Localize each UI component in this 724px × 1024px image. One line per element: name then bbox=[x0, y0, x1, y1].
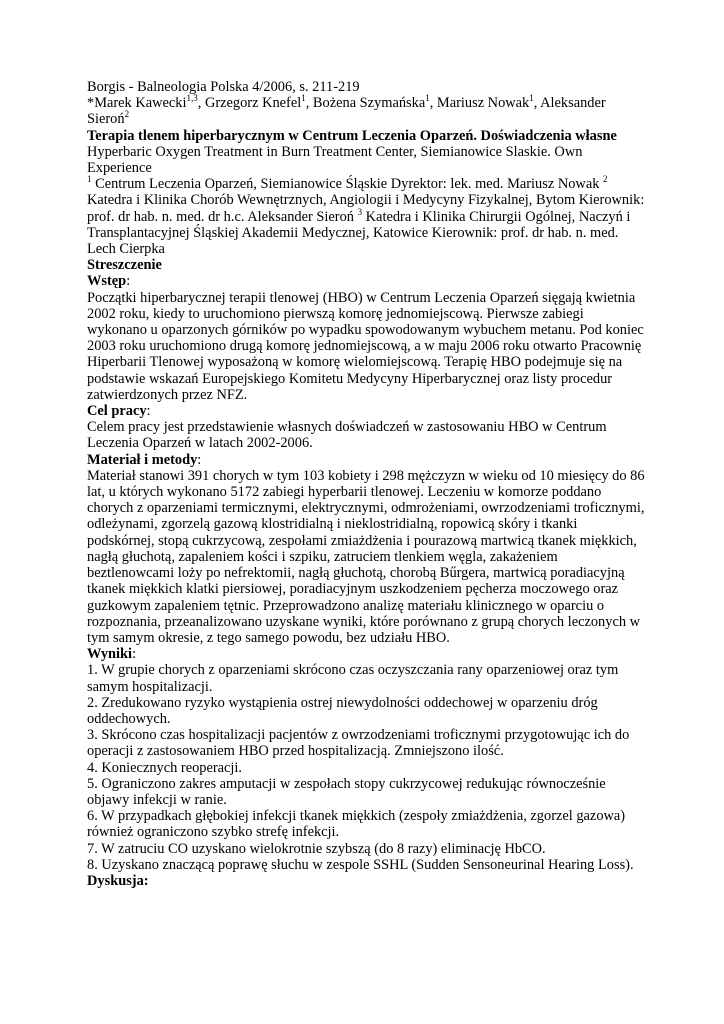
affiliation-marker: 1 bbox=[301, 93, 306, 104]
result-item: 3. Skrócono czas hospitalizacji pacjentów z owrzodzeniami troficznymi przygotowując ich do operacji z zastosowaniem HBO przed hospitalizacją. Zmniejszono ilość. bbox=[87, 727, 630, 760]
result-item: 1. W grupie chorych z oparzeniami skrócono czas oczyszczania rany oparzeniowej oraz tym samym hospitalizacji. bbox=[87, 662, 619, 695]
methods-text: Materiał stanowi 391 chorych w tym 103 kobiety i 298 mężczyzn w wieku od 10 miesięcy do 86 lat, u których wykonano 5172 zabiegi hyperbarii tlenowej. Leczeniu w komorze poddano chorych z oparzeniami termicznymi, elektrycznymi, odmrożeniami, owrzodzeniami troficznymi, odleżynami, zgorzelą gazową klostridialną i nieklostridialną, ropowicą skóry i tkanki podskórnej, stopą cukrzycową, zespołami zmiażdżenia i pourazową martwicą tkanek miękkich, nagłą głuchotą, zapaleniem kości i szpiku, zatruciem tlenkiem węgla, zakażeniem beztlenowcami loży po nefrektomii, nagłą głuchotą, chorobą Bűrgera, martwicą poradiacyjną tkanek miękkich klatki piersiowej, poradiacyjnym uszkodzeniem pęcherza moczowego oraz guzkowym zapaleniem tętnic. Przeprowadzono analizę materiału klinicznego w oparciu o rozpoznania, przeanalizowano uzyskane wyniki, które porównano z grupą chorych leczonych w tym samym okresie, z tego samego powodu, bez udziału HBO. bbox=[87, 467, 645, 646]
methods-heading-line bbox=[87, 452, 647, 468]
heading-colon: : bbox=[197, 451, 202, 468]
author-name: , Aleksander Sieroń bbox=[87, 95, 606, 128]
intro-text: Początki hiperbarycznej terapii tlenowej (HBO) w Centrum Leczenia Oparzeń sięgają kwietnia 2002 roku, kiedy to uruchomiono pierwszą komorę jednomiejscową. Pierwsze zabiegi wykonano u oparzonych górników po wypadku spowodowanym wybuchem metanu. Pod koniec 2003 roku uruchomiono drugą komorę jednomiejscową, a w maju 2006 roku otwarto Pracownię Hiperbarii Tlenowej wyposażoną w komorę wielomiejscową. Terapię HBO podejmuje się na podstawie wskazań Europejskiego Komitetu Medycyny Hiperbarycznej oraz listy procedur zatwierdzonych przez NFZ. bbox=[87, 289, 644, 403]
citation: Borgis - Balneologia Polska 4/2006, s. 211-219 bbox=[87, 79, 360, 95]
heading-colon: : bbox=[146, 403, 151, 420]
result-item: 2. Zredukowano ryzyko wystąpienia ostrej niewydolności oddechowej w oparzeniu dróg oddechowych. bbox=[87, 694, 598, 727]
affiliation-text: Katedra i Klinika Chorób Wewnętrznych, Angiologii i Medycyny Fizykalnej, Bytom Kierownik: prof. dr hab. n. med. dr h.c. Aleksander Sieroń bbox=[87, 192, 645, 225]
affiliation-marker: 2 bbox=[603, 174, 608, 185]
heading-colon: : bbox=[126, 273, 131, 290]
results-heading: Wyniki bbox=[87, 646, 133, 663]
discussion-heading: Dyskusja: bbox=[87, 872, 149, 889]
author-list bbox=[87, 95, 647, 127]
author-name: *Marek Kawecki bbox=[87, 95, 187, 112]
result-item: 5. Ograniczono zakres amputacji w zespołach stopy cukrzycowej redukując równocześnie objawy infekcji w ranie. bbox=[87, 775, 606, 808]
author-name: , Grzegorz Knefel bbox=[197, 95, 302, 112]
article-title-english: Hyperbaric Oxygen Treatment in Burn Treatment Center, Siemianowice Slaskie. Own Experience bbox=[87, 143, 583, 177]
affiliation-marker: 1 bbox=[87, 174, 92, 185]
result-item: 6. W przypadkach głębokiej infekcji tkanek miękkich (zespoły zmiażdżenia, zgorzel gazowa) również ograniczono szybko strefę infekcji. bbox=[87, 808, 626, 841]
intro-heading: Wstęp bbox=[87, 273, 127, 290]
aim-heading-line bbox=[87, 403, 647, 419]
result-item: 4. Koniecznych reoperacji. bbox=[87, 759, 243, 776]
affiliation-marker: 2 bbox=[124, 109, 130, 120]
result-item: 8. Uzyskano znaczącą poprawę słuchu w zespole SSHL (Sudden Sensoneurinal Hearing Loss). bbox=[87, 856, 634, 873]
abstract-heading: Streszczenie bbox=[87, 257, 162, 274]
affiliations bbox=[87, 176, 647, 257]
result-item: 7. W zatruciu CO uzyskano wielokrotnie szybszą (do 8 razy) eliminację HbCO. bbox=[87, 840, 546, 857]
author-name: , Bożena Szymańska bbox=[305, 95, 426, 112]
heading-colon: : bbox=[132, 646, 137, 663]
author-name: , Mariusz Nowak bbox=[429, 95, 530, 112]
aim-text: Celem pracy jest przedstawienie własnych doświadczeń w zastosowaniu HBO w Centrum Leczenia Oparzeń w latach 2002-2006. bbox=[87, 419, 607, 452]
document-page bbox=[87, 79, 647, 889]
affiliation-marker: 1 bbox=[529, 93, 534, 104]
affiliation-text: Katedra i Klinika Chirurgii Ogólnej, Naczyń i Transplantacyjnej Śląskiej Akademii Medycznej, Katowice Kierownik: prof. dr hab. n. med. Lech Cierpka bbox=[87, 208, 631, 258]
results-heading-line bbox=[87, 646, 647, 662]
intro-heading-line bbox=[87, 273, 647, 289]
affiliation-text: Centrum Leczenia Oparzeń, Siemianowice Śląskie Dyrektor: lek. med. Mariusz Nowak bbox=[91, 176, 603, 193]
methods-heading: Materiał i metody bbox=[87, 451, 198, 468]
affiliation-marker: 1 bbox=[425, 93, 430, 104]
aim-heading: Cel pracy bbox=[87, 403, 147, 420]
affiliation-marker: 1,3 bbox=[186, 93, 198, 104]
affiliation-marker: 3 bbox=[357, 206, 363, 217]
article-title-polish: Terapia tlenem hiperbarycznym w Centrum Leczenia Oparzeń. Doświadczenia własne bbox=[87, 127, 617, 144]
